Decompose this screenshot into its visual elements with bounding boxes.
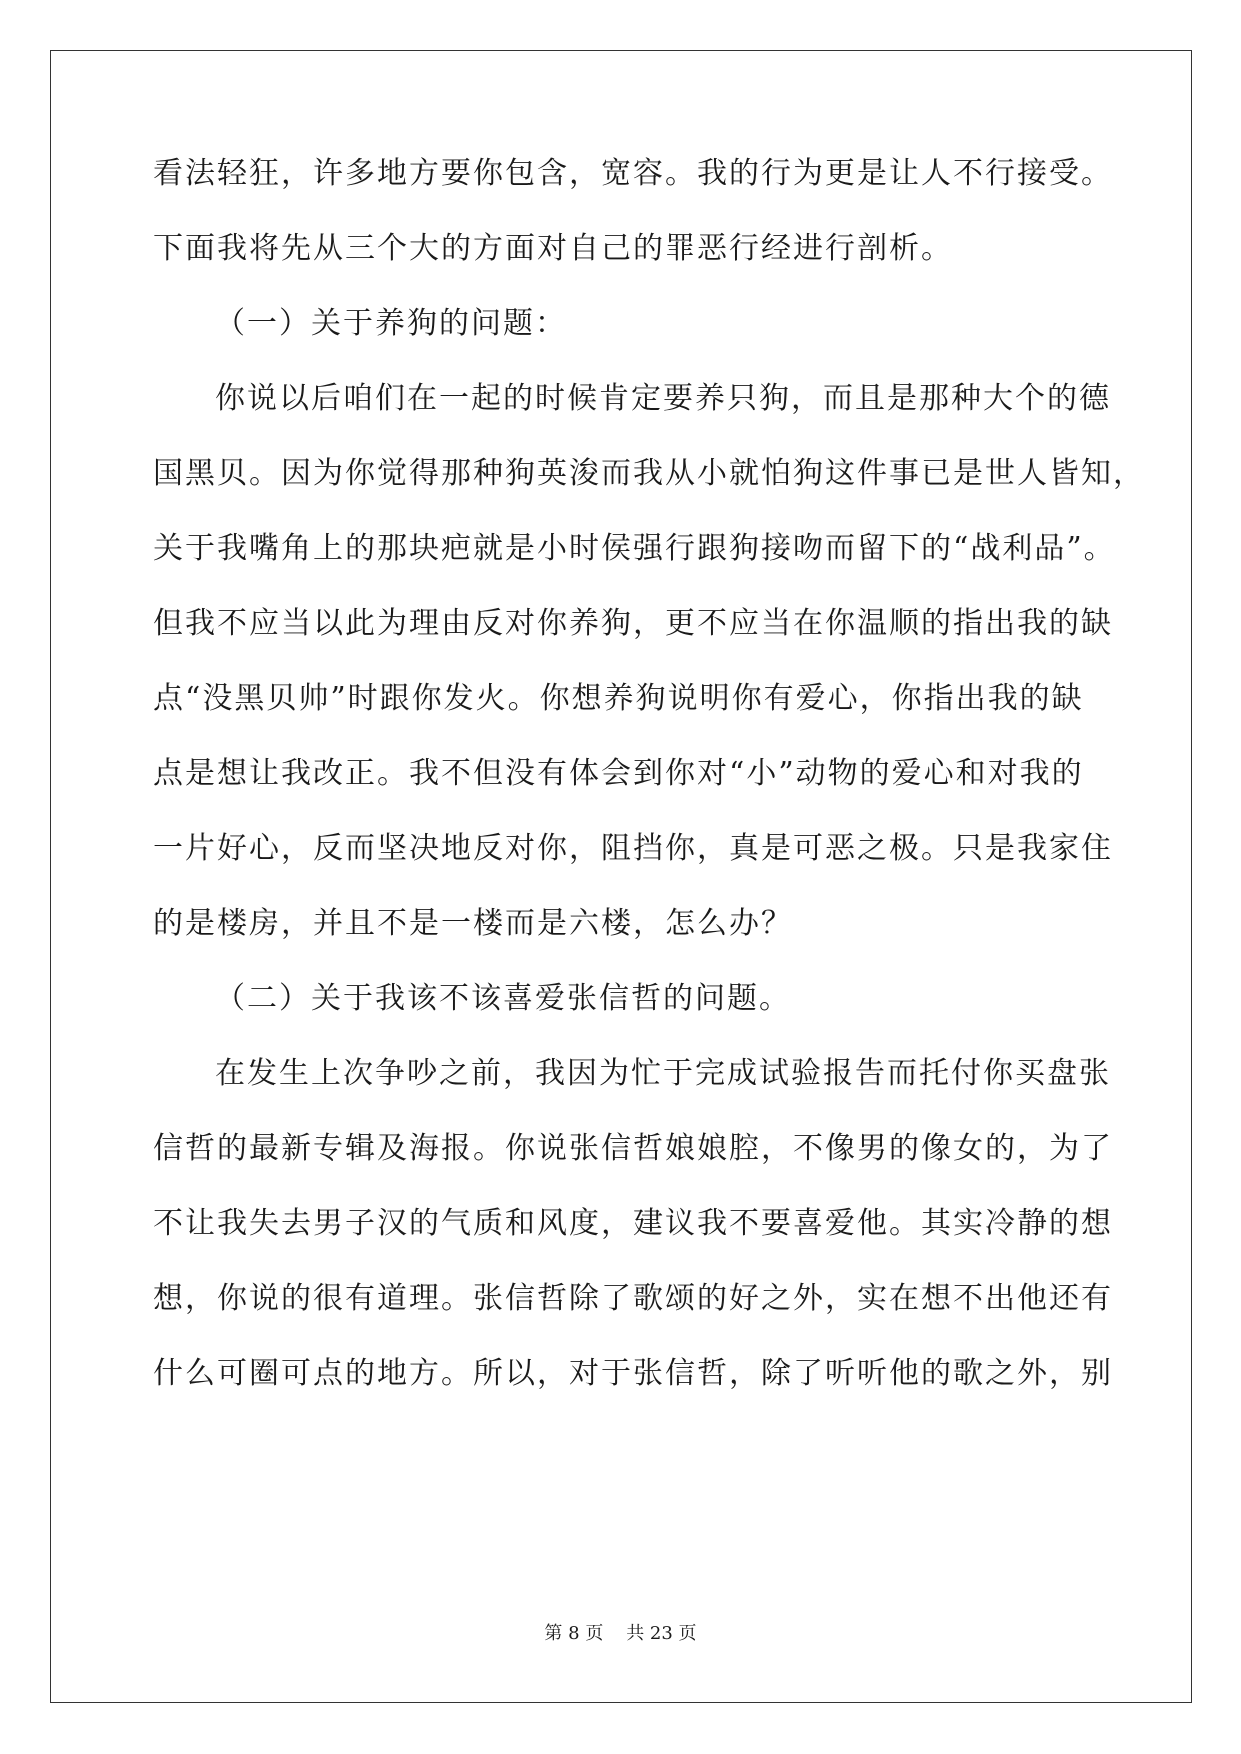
paragraph-line-4: 国黑贝。因为你觉得那种狗英浚而我从小就怕狗这件事已是世人皆知， <box>153 456 1145 491</box>
section-heading-2: （二）关于我该不该喜爱张信哲的问题。 <box>215 981 791 1016</box>
paragraph-line-15: 什么可圈可点的地方。所以，对于张信哲，除了听听他的歌之外，别 <box>153 1356 1113 1391</box>
paragraph-line-1: 看法轻狂，许多地方要你包含，宽容。我的行为更是让人不行接受。 <box>153 156 1113 191</box>
paragraph-line-12: 信哲的最新专辑及海报。你说张信哲娘娘腔，不像男的像女的，为了 <box>153 1131 1113 1166</box>
section-heading-1: （一）关于养狗的问题： <box>215 306 567 341</box>
paragraph-line-5: 关于我嘴角上的那块疤就是小时侯强行跟狗接吻而留下的“战利品”。 <box>153 531 1116 566</box>
paragraph-line-13: 不让我失去男子汉的气质和风度，建议我不要喜爱他。其实冷静的想 <box>153 1206 1113 1241</box>
paragraph-line-11: 在发生上次争吵之前，我因为忙于完成试验报告而托付你买盘张 <box>215 1056 1111 1091</box>
page-border <box>50 50 1192 1703</box>
page-footer <box>0 1622 1241 1646</box>
paragraph-line-7: 点“没黑贝帅”时跟你发火。你想养狗说明你有爱心，你指出我的缺 <box>153 681 1084 716</box>
paragraph-line-10: 的是楼房，并且不是一楼而是六楼，怎么办？ <box>153 906 793 941</box>
paragraph-line-3: 你说以后咱们在一起的时候肯定要养只狗，而且是那种大个的德 <box>215 381 1111 416</box>
paragraph-line-6: 但我不应当以此为理由反对你养狗，更不应当在你温顺的指出我的缺 <box>153 606 1113 641</box>
paragraph-line-9: 一片好心，反而坚决地反对你，阻挡你，真是可恶之极。只是我家住 <box>153 831 1113 866</box>
paragraph-line-8: 点是想让我改正。我不但没有体会到你对“小”动物的爱心和对我的 <box>153 756 1084 791</box>
paragraph-line-2: 下面我将先从三个大的方面对自己的罪恶行经进行剖析。 <box>153 231 953 266</box>
paragraph-line-14: 想，你说的很有道理。张信哲除了歌颂的好之外，实在想不出他还有 <box>153 1281 1113 1316</box>
page-number-label: 第 8 页 共 23 页 <box>544 1623 697 1644</box>
